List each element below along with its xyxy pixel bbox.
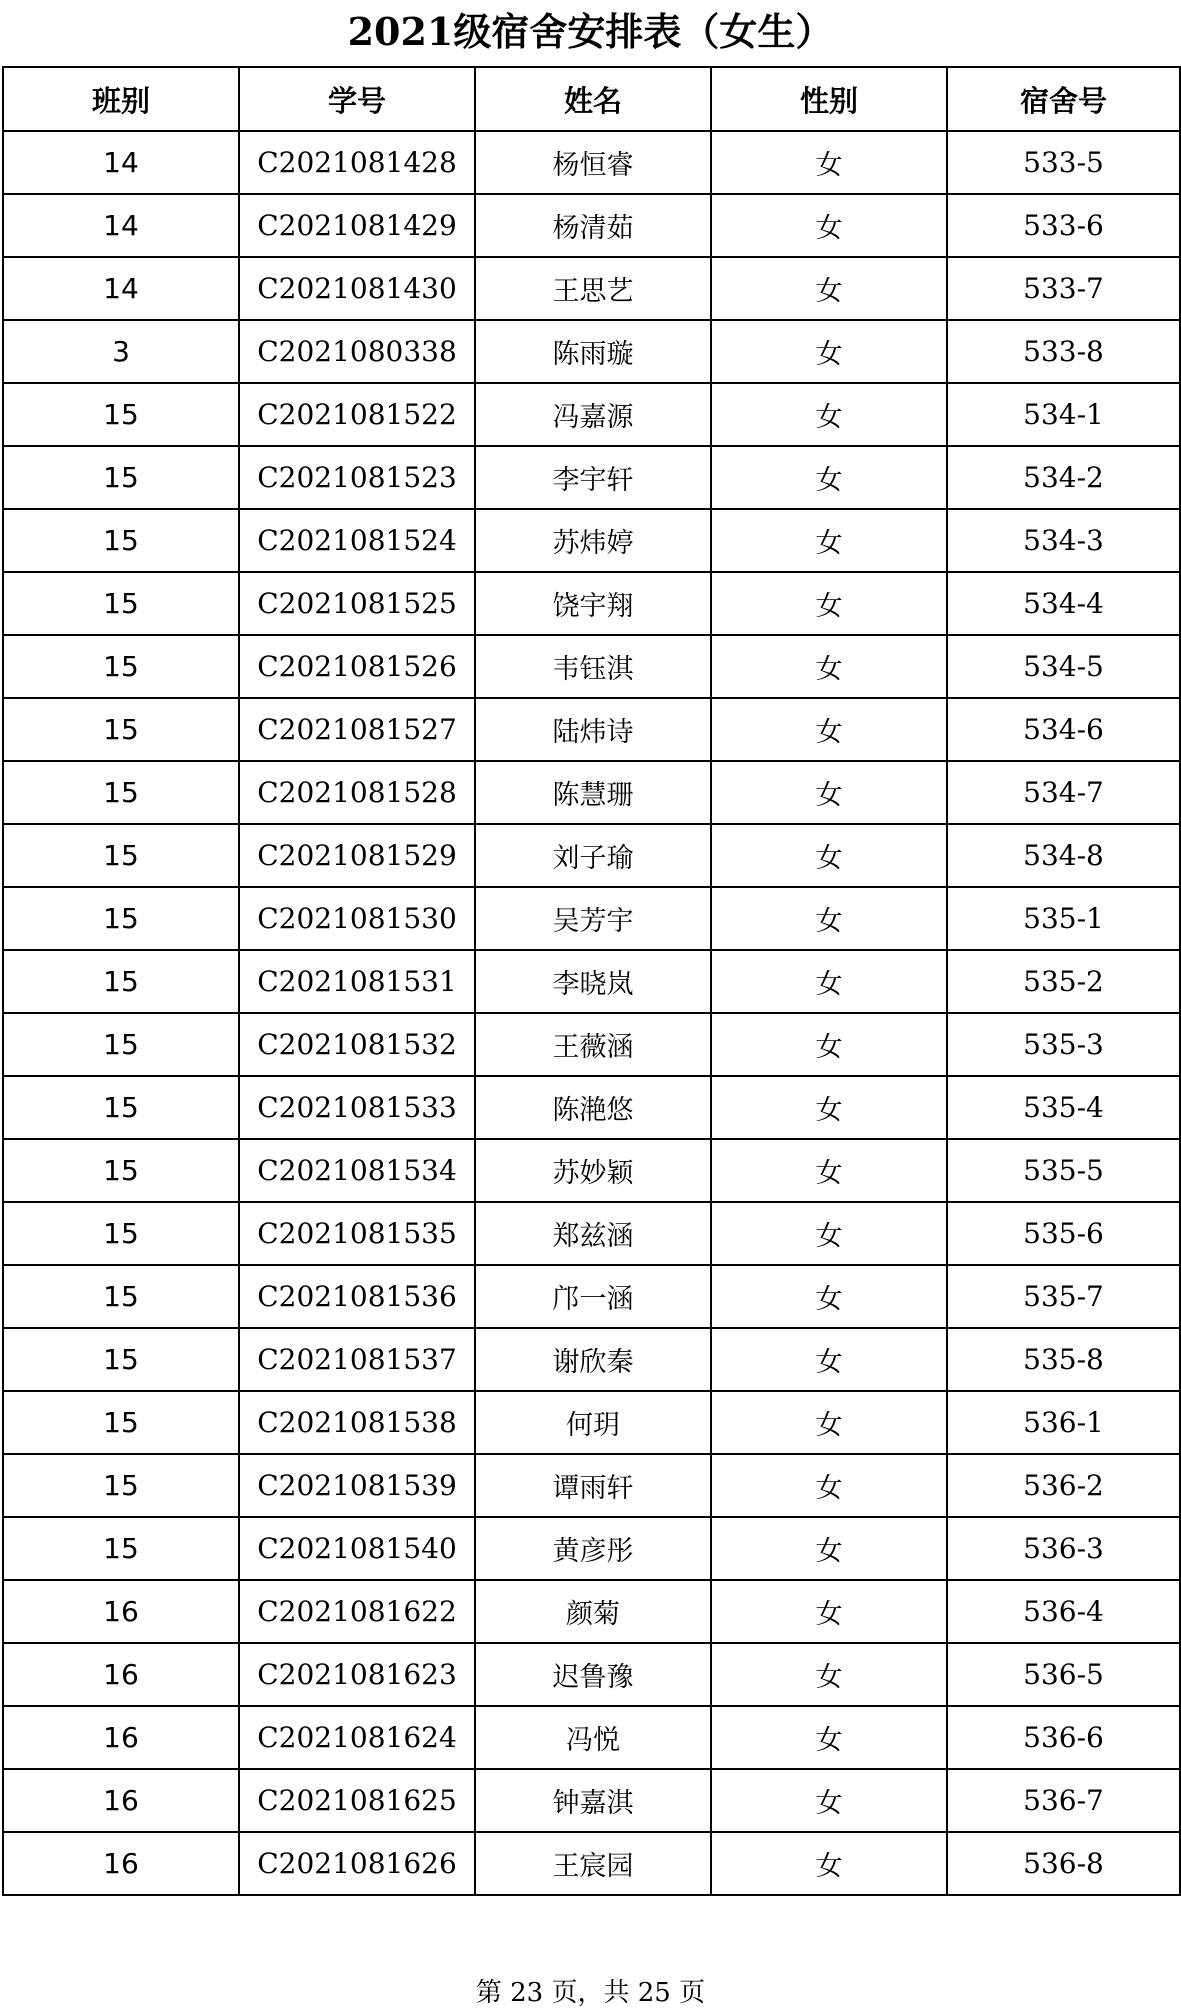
class-cell: 16 (3, 1832, 239, 1895)
dorm-number-cell: 536-3 (947, 1517, 1180, 1580)
gender-cell: 女 (711, 761, 947, 824)
class-cell: 15 (3, 887, 239, 950)
table-row (3, 1076, 1180, 1139)
dorm-number-cell: 534-5 (947, 635, 1180, 698)
table-row (3, 1202, 1180, 1265)
gender-cell: 女 (711, 824, 947, 887)
dorm-number-cell: 536-8 (947, 1832, 1180, 1895)
dorm-number-cell: 533-7 (947, 257, 1180, 320)
table-row (3, 824, 1180, 887)
gender-cell: 女 (711, 509, 947, 572)
table-row (3, 1391, 1180, 1454)
class-cell: 15 (3, 1076, 239, 1139)
name-cell: 刘子瑜 (475, 824, 711, 887)
gender-cell: 女 (711, 1076, 947, 1139)
table-row (3, 509, 1180, 572)
table-row (3, 1643, 1180, 1706)
gender-cell: 女 (711, 1517, 947, 1580)
gender-cell: 女 (711, 1454, 947, 1517)
table-row (3, 446, 1180, 509)
class-cell: 15 (3, 761, 239, 824)
name-cell: 王薇涵 (475, 1013, 711, 1076)
table-row (3, 761, 1180, 824)
dorm-number-cell: 534-3 (947, 509, 1180, 572)
table-row (3, 887, 1180, 950)
gender-cell: 女 (711, 383, 947, 446)
table-row (3, 1139, 1180, 1202)
student-id-cell: C2021081532 (239, 1013, 475, 1076)
table-header (3, 67, 1180, 131)
table-row (3, 131, 1180, 194)
gender-cell: 女 (711, 1832, 947, 1895)
dorm-number-cell: 535-4 (947, 1076, 1180, 1139)
student-id-cell: C2021081430 (239, 257, 475, 320)
dorm-number-cell: 534-6 (947, 698, 1180, 761)
gender-cell: 女 (711, 1328, 947, 1391)
class-cell: 15 (3, 1265, 239, 1328)
class-cell: 15 (3, 446, 239, 509)
gender-cell: 女 (711, 446, 947, 509)
class-cell: 16 (3, 1643, 239, 1706)
column-header-class: 班别 (3, 67, 239, 131)
student-id-cell: C2021081625 (239, 1769, 475, 1832)
student-id-cell: C2021081523 (239, 446, 475, 509)
header-row (3, 67, 1180, 131)
column-header-dorm-number: 宿舍号 (947, 67, 1180, 131)
dorm-number-cell: 535-5 (947, 1139, 1180, 1202)
gender-cell: 女 (711, 1202, 947, 1265)
name-cell: 邝一涵 (475, 1265, 711, 1328)
class-cell: 16 (3, 1706, 239, 1769)
name-cell: 冯嘉源 (475, 383, 711, 446)
gender-cell: 女 (711, 1769, 947, 1832)
dorm-number-cell: 536-7 (947, 1769, 1180, 1832)
student-id-cell: C2021081623 (239, 1643, 475, 1706)
dorm-number-cell: 534-1 (947, 383, 1180, 446)
name-cell: 吴芳宇 (475, 887, 711, 950)
gender-cell: 女 (711, 1139, 947, 1202)
name-cell: 杨清茹 (475, 194, 711, 257)
gender-cell: 女 (711, 950, 947, 1013)
table-row (3, 1706, 1180, 1769)
student-id-cell: C2021081527 (239, 698, 475, 761)
name-cell: 黄彦彤 (475, 1517, 711, 1580)
table-row (3, 1013, 1180, 1076)
class-cell: 3 (3, 320, 239, 383)
name-cell: 何玥 (475, 1391, 711, 1454)
name-cell: 郑兹涵 (475, 1202, 711, 1265)
gender-cell: 女 (711, 1265, 947, 1328)
page-title: 2021级宿舍安排表（女生） (347, 9, 834, 54)
page-footer: 第 23 页，共 25 页 (475, 1978, 706, 2008)
dorm-number-cell: 535-7 (947, 1265, 1180, 1328)
dorm-number-cell: 533-5 (947, 131, 1180, 194)
dorm-number-cell: 536-2 (947, 1454, 1180, 1517)
student-id-cell: C2021081533 (239, 1076, 475, 1139)
table-row (3, 194, 1180, 257)
student-id-cell: C2021081529 (239, 824, 475, 887)
class-cell: 15 (3, 1013, 239, 1076)
class-cell: 15 (3, 950, 239, 1013)
dorm-number-cell: 533-8 (947, 320, 1180, 383)
dorm-number-cell: 534-2 (947, 446, 1180, 509)
dorm-number-cell: 534-8 (947, 824, 1180, 887)
table-row (3, 1832, 1180, 1895)
gender-cell: 女 (711, 572, 947, 635)
student-id-cell: C2021081526 (239, 635, 475, 698)
class-cell: 15 (3, 572, 239, 635)
name-cell: 韦钰淇 (475, 635, 711, 698)
gender-cell: 女 (711, 1580, 947, 1643)
student-id-cell: C2021081530 (239, 887, 475, 950)
dormitory-table (2, 66, 1181, 1896)
table-row (3, 635, 1180, 698)
student-id-cell: C2021081624 (239, 1706, 475, 1769)
dorm-number-cell: 536-5 (947, 1643, 1180, 1706)
name-cell: 李宇轩 (475, 446, 711, 509)
name-cell: 冯悦 (475, 1706, 711, 1769)
name-cell: 陈慧珊 (475, 761, 711, 824)
dorm-number-cell: 535-3 (947, 1013, 1180, 1076)
student-id-cell: C2021081428 (239, 131, 475, 194)
class-cell: 15 (3, 1391, 239, 1454)
dorm-number-cell: 534-4 (947, 572, 1180, 635)
dorm-number-cell: 534-7 (947, 761, 1180, 824)
gender-cell: 女 (711, 1391, 947, 1454)
class-cell: 15 (3, 383, 239, 446)
gender-cell: 女 (711, 257, 947, 320)
student-id-cell: C2021081536 (239, 1265, 475, 1328)
student-id-cell: C2021081525 (239, 572, 475, 635)
class-cell: 15 (3, 1454, 239, 1517)
student-id-cell: C2021081531 (239, 950, 475, 1013)
gender-cell: 女 (711, 194, 947, 257)
student-id-cell: C2021081626 (239, 1832, 475, 1895)
class-cell: 15 (3, 1139, 239, 1202)
student-id-cell: C2021081535 (239, 1202, 475, 1265)
name-cell: 苏炜婷 (475, 509, 711, 572)
table-row (3, 1328, 1180, 1391)
dorm-number-cell: 536-4 (947, 1580, 1180, 1643)
table-row (3, 1517, 1180, 1580)
student-id-cell: C2021081528 (239, 761, 475, 824)
table-body (3, 131, 1180, 1895)
student-id-cell: C2021081538 (239, 1391, 475, 1454)
gender-cell: 女 (711, 1643, 947, 1706)
gender-cell: 女 (711, 887, 947, 950)
table-row (3, 572, 1180, 635)
gender-cell: 女 (711, 635, 947, 698)
class-cell: 15 (3, 635, 239, 698)
class-cell: 14 (3, 257, 239, 320)
name-cell: 颜菊 (475, 1580, 711, 1643)
table-row (3, 1580, 1180, 1643)
name-cell: 饶宇翔 (475, 572, 711, 635)
student-id-cell: C2021081522 (239, 383, 475, 446)
name-cell: 陆炜诗 (475, 698, 711, 761)
dorm-number-cell: 535-1 (947, 887, 1180, 950)
dorm-number-cell: 536-1 (947, 1391, 1180, 1454)
table-row (3, 1454, 1180, 1517)
class-cell: 14 (3, 194, 239, 257)
column-header-name: 姓名 (475, 67, 711, 131)
gender-cell: 女 (711, 1013, 947, 1076)
table-row (3, 383, 1180, 446)
student-id-cell: C2021081534 (239, 1139, 475, 1202)
name-cell: 谭雨轩 (475, 1454, 711, 1517)
student-id-cell: C2021081540 (239, 1517, 475, 1580)
name-cell: 李晓岚 (475, 950, 711, 1013)
student-id-cell: C2021081537 (239, 1328, 475, 1391)
name-cell: 钟嘉淇 (475, 1769, 711, 1832)
dorm-number-cell: 535-8 (947, 1328, 1180, 1391)
student-id-cell: C2021081539 (239, 1454, 475, 1517)
class-cell: 15 (3, 698, 239, 761)
gender-cell: 女 (711, 320, 947, 383)
name-cell: 迟鲁豫 (475, 1643, 711, 1706)
column-header-gender: 性别 (711, 67, 947, 131)
name-cell: 谢欣秦 (475, 1328, 711, 1391)
gender-cell: 女 (711, 1706, 947, 1769)
student-id-cell: C2021081429 (239, 194, 475, 257)
column-header-student-id: 学号 (239, 67, 475, 131)
class-cell: 15 (3, 1328, 239, 1391)
student-id-cell: C2021081524 (239, 509, 475, 572)
name-cell: 陈雨璇 (475, 320, 711, 383)
dorm-number-cell: 533-6 (947, 194, 1180, 257)
table-row (3, 320, 1180, 383)
student-id-cell: C2021080338 (239, 320, 475, 383)
table-row (3, 1769, 1180, 1832)
class-cell: 16 (3, 1769, 239, 1832)
name-cell: 苏妙颖 (475, 1139, 711, 1202)
student-id-cell: C2021081622 (239, 1580, 475, 1643)
gender-cell: 女 (711, 698, 947, 761)
class-cell: 15 (3, 1202, 239, 1265)
class-cell: 15 (3, 824, 239, 887)
gender-cell: 女 (711, 131, 947, 194)
table-row (3, 698, 1180, 761)
name-cell: 王思艺 (475, 257, 711, 320)
table-row (3, 1265, 1180, 1328)
name-cell: 王宸园 (475, 1832, 711, 1895)
name-cell: 杨恒睿 (475, 131, 711, 194)
class-cell: 15 (3, 509, 239, 572)
dorm-number-cell: 535-2 (947, 950, 1180, 1013)
name-cell: 陈滟悠 (475, 1076, 711, 1139)
dorm-number-cell: 536-6 (947, 1706, 1180, 1769)
dorm-number-cell: 535-6 (947, 1202, 1180, 1265)
class-cell: 14 (3, 131, 239, 194)
table-row (3, 257, 1180, 320)
table-row (3, 950, 1180, 1013)
class-cell: 15 (3, 1517, 239, 1580)
class-cell: 16 (3, 1580, 239, 1643)
